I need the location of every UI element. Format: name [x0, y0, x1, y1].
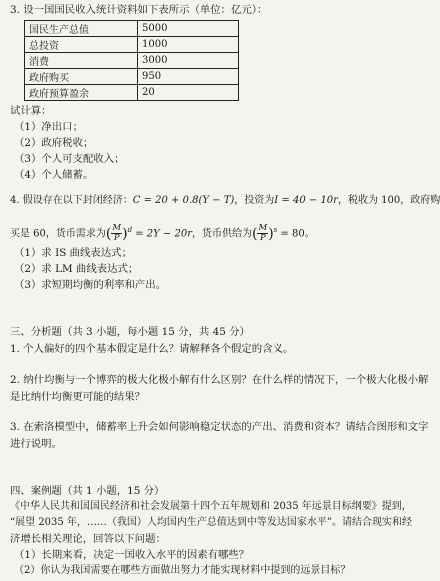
section-3-heading: 三、分析题（共 3 小题，每小题 15 分，共 45 分）	[10, 326, 250, 338]
table-cell-value: 3000	[138, 53, 239, 69]
table-cell-value: 5000	[138, 21, 239, 37]
q3-item-4: （4）个人储蓄。	[14, 169, 94, 181]
table-row	[25, 53, 239, 69]
fraction-denominator: P	[259, 233, 266, 244]
table-row	[25, 69, 239, 85]
s3-question-2-line-1: 2. 纳什均衡与一个博弈的极大化极小解有什么区别？在什么样的情况下，一个极大化极小解	[10, 374, 429, 386]
money-supply-fraction	[257, 224, 268, 243]
q4-line-1	[10, 194, 440, 208]
q4-separator-2: ，货币供给为	[192, 228, 252, 240]
table-cell-label: 政府购买	[25, 69, 138, 85]
q3-item-2: （2）政府税收；	[14, 137, 94, 149]
table-row	[25, 85, 239, 101]
s3-question-3-line-1: 3. 在索洛模型中，储蓄率上升会如何影响稳定状态的产出、消费和资本？请结合图形和文字	[10, 421, 429, 433]
s3-question-1: 1. 个人偏好的四个基本假定是什么？请解释各个假定的含义。	[10, 343, 294, 355]
supply-superscript: s	[273, 226, 278, 234]
q3-title: 3. 设一国国民收入统计资料如下表所示（单位：亿元）：	[10, 4, 268, 16]
s4-paragraph-line-2: “展望 2035 年，……（我国）人均国内生产总值达到中等发达国家水平”。请结合现实和经	[10, 517, 413, 528]
s4-item-1: （1）长期来看，决定一国收入水平的因素有哪些？	[14, 549, 250, 561]
paren-close: )	[122, 225, 128, 242]
fraction-numerator: M	[112, 223, 122, 234]
table-cell-value: 1000	[138, 37, 239, 53]
investment-function: I = 40 − 10r	[274, 195, 338, 206]
table-row	[25, 21, 239, 37]
table-row	[25, 37, 239, 53]
q4-intro: 4. 假设存在以下封闭经济：	[10, 195, 133, 206]
q4-item-3: （3）求短期均衡的利率和产出。	[14, 279, 167, 291]
fraction-numerator: M	[258, 223, 268, 234]
s4-item-2: （2）你认为我国需要在哪些方面做出努力才能实现材料中提到的远景目标？	[14, 565, 351, 576]
q4-item-1: （1）求 IS 曲线表达式；	[14, 247, 132, 259]
table-cell-value: 20	[138, 85, 239, 101]
q4-line2-start: 买是 60，货币需求为	[10, 228, 106, 240]
q3-item-1: （1）净出口；	[14, 121, 83, 133]
table-cell-value: 950	[138, 69, 239, 85]
paren-close: )	[268, 225, 274, 242]
q4-line-2	[10, 220, 410, 244]
section-4-heading: 四、案例题（共 1 小题，15 分）	[10, 485, 165, 497]
income-statistics-table	[24, 20, 239, 101]
s3-question-2-line-2: 是比纳什均衡更可能的结果？	[10, 391, 146, 403]
q4-separator: ，投资为	[234, 195, 275, 206]
q3-item-3: （3）个人可支配收入；	[14, 153, 125, 165]
money-demand-fraction	[111, 224, 122, 243]
consumption-function: C = 20 + 0.8(Y − T)	[132, 195, 235, 206]
s4-paragraph-line-1: 《中华人民共和国国民经济和社会发展第十四个五年规划和 2035 年远景目标纲要》提到，	[10, 501, 412, 512]
paren-open: (	[252, 225, 258, 242]
table-cell-label: 消费	[25, 53, 138, 69]
table-cell-label: 总投资	[25, 37, 138, 53]
money-supply-rhs: = 80。	[277, 228, 315, 240]
fraction-denominator: P	[113, 233, 120, 244]
paren-open: (	[105, 225, 112, 242]
table-cell-label: 政府预算盈余	[25, 85, 138, 101]
q4-line1-end: ，税收为 100，政府购	[337, 195, 440, 206]
q4-item-2: （2）求 LM 曲线表达式；	[14, 263, 139, 275]
s3-question-3-line-2: 进行说明。	[10, 438, 62, 450]
s4-paragraph-line-3: 济增长相关理论，回答以下问题：	[10, 533, 166, 545]
demand-superscript: d	[127, 226, 133, 234]
money-demand-rhs: = 2Y − 20r	[132, 228, 192, 240]
table-cell-label: 国民生产总值	[25, 21, 138, 37]
q3-prompt: 试计算：	[10, 105, 52, 117]
